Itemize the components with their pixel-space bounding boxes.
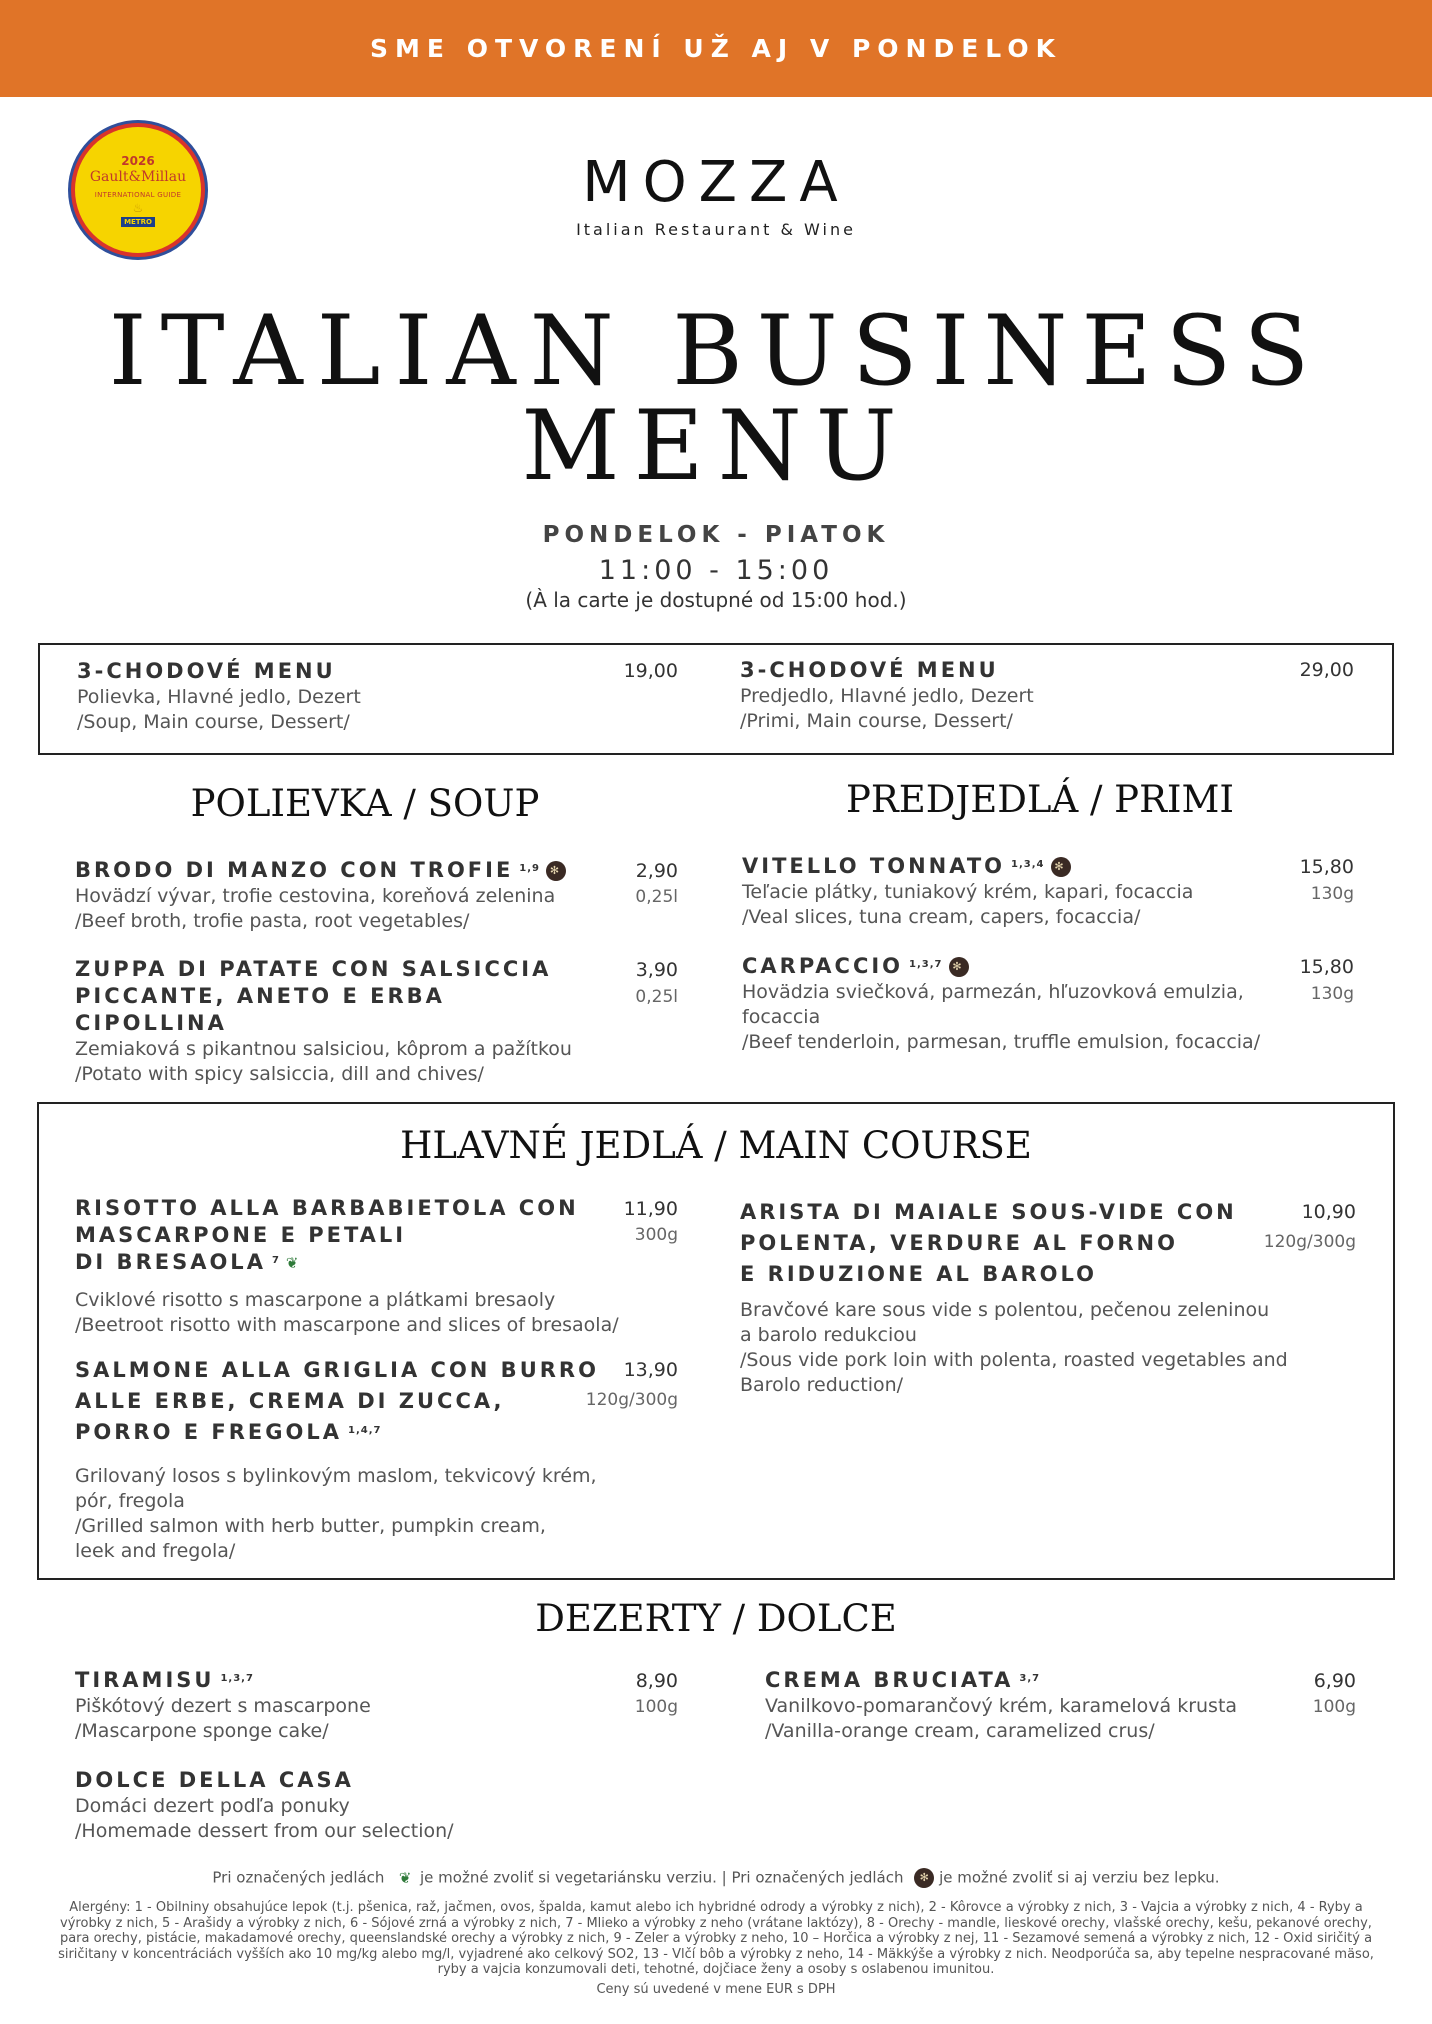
item-price: 3,90 <box>635 959 678 981</box>
item-desc-en-cont: Barolo reduction/ <box>740 1374 904 1396</box>
banner-text: SME OTVORENÍ UŽ AJ V PONDELOK <box>370 34 1062 63</box>
leaf-icon: ❦ <box>398 1869 412 1887</box>
item-name-cont: DI BRESAOLA <box>75 1250 266 1274</box>
allergen-codes: 7 <box>271 1255 280 1266</box>
gluten-free-icon: ✻ <box>546 861 566 881</box>
chef-hat-icon: ♨ <box>132 200 144 215</box>
set-menu-desc-en: /Primi, Main course, Dessert/ <box>740 710 1013 732</box>
item-desc: Hovädzí vývar, trofie cestovina, koreňová zelenina <box>75 885 556 907</box>
item-name: RISOTTO ALLA BARBABIETOLA CON <box>75 1196 579 1220</box>
badge-guide: INTERNATIONAL GUIDE <box>94 190 182 199</box>
item-name-cont: PORRO E FREGOLA <box>75 1420 342 1444</box>
soup-item <box>75 956 595 1087</box>
dessert-item <box>75 1667 595 1744</box>
item-desc: Hovädzia sviečková, parmezán, hľuzovková emulzia, <box>742 981 1244 1003</box>
item-price: 13,90 <box>623 1359 678 1381</box>
item-qty: 0,25l <box>635 887 678 907</box>
item-name-cont: PICCANTE, ANETO E ERBA CIPOLLINA <box>75 984 445 1035</box>
item-desc-en: /Mascarpone sponge cake/ <box>75 1720 329 1742</box>
badge-name: Gault&Millau <box>89 168 187 185</box>
item-qty: 100g <box>1312 1697 1356 1717</box>
diet-legend <box>0 1868 1432 1888</box>
item-desc-en: /Vanilla-orange cream, caramelized crus/ <box>765 1720 1155 1742</box>
section-main-course: HLAVNÉ JEDLÁ / MAIN COURSE <box>400 1124 1032 1167</box>
soup-item <box>75 857 595 934</box>
section-primi: PREDJEDLÁ / PRIMI <box>845 778 1235 821</box>
dessert-item <box>75 1767 635 1844</box>
set-menu-2 <box>740 657 1034 734</box>
item-name-cont: E RIDUZIONE AL BAROLO <box>740 1262 1097 1286</box>
item-name: BRODO DI MANZO CON TROFIE <box>75 858 514 882</box>
item-desc-en: /Veal slices, tuna cream, capers, focaccia/ <box>742 906 1141 928</box>
gluten-free-icon: ✻ <box>1051 857 1071 877</box>
main-item <box>75 1355 635 1564</box>
item-qty: 0,25l <box>635 987 678 1007</box>
item-name-cont: ALLE ERBE, CREMA DI ZUCCA, <box>75 1389 505 1413</box>
primi-item <box>742 953 1302 1055</box>
item-qty: 100g <box>634 1697 678 1717</box>
allergen-codes: 1,3,4 <box>1011 859 1045 870</box>
item-desc: Bravčové kare sous vide s polentou, pečenou zeleninou <box>740 1299 1270 1321</box>
set-menu-desc: Polievka, Hlavné jedlo, Dezert <box>77 686 361 708</box>
item-price: 8,90 <box>635 1670 678 1692</box>
menu-days: PONDELOK - PIATOK <box>542 522 890 548</box>
gluten-free-icon: ✻ <box>949 957 969 977</box>
allergen-codes: 3,7 <box>1019 1673 1041 1684</box>
item-price: 15,80 <box>1299 856 1354 878</box>
item-name-cont: POLENTA, VERDURE AL FORNO <box>740 1231 1178 1255</box>
item-name: SALMONE ALLA GRIGLIA CON BURRO <box>75 1358 599 1382</box>
item-desc-en: /Homemade dessert from our selection/ <box>75 1820 454 1842</box>
item-desc: Teľacie plátky, tuniakový krém, kapari, focaccia <box>742 881 1194 903</box>
item-desc-en: /Beetroot risotto with mascarpone and slices of bresaola/ <box>75 1314 619 1336</box>
set-menu-title: 3-CHODOVÉ MENU <box>740 658 999 682</box>
item-desc-cont: pór, fregola <box>75 1490 185 1512</box>
item-price: 15,80 <box>1299 956 1354 978</box>
item-desc-en-cont: leek and fregola/ <box>75 1540 236 1562</box>
leaf-icon: ❦ <box>285 1254 302 1272</box>
set-menu-price: 29,00 <box>1299 659 1354 681</box>
item-desc: Domáci dezert podľa ponuky <box>75 1795 350 1817</box>
item-desc: Cviklové risotto s mascarpone a plátkami bresaoly <box>75 1289 556 1311</box>
item-desc-cont: a barolo redukciou <box>740 1324 917 1346</box>
section-dessert: DEZERTY / DOLCE <box>535 1597 897 1640</box>
item-name: CARPACCIO <box>742 954 904 978</box>
gluten-free-icon: ✻ <box>914 1868 934 1888</box>
top-banner <box>0 0 1432 97</box>
item-qty: 120g/300g <box>585 1390 678 1410</box>
section-soup: POLIEVKA / SOUP <box>190 782 540 825</box>
set-menu-title: 3-CHODOVÉ MENU <box>77 659 336 683</box>
item-price: 10,90 <box>1301 1201 1356 1223</box>
item-qty: 130g <box>1310 884 1354 904</box>
currency-note: Ceny sú uvedené v mene EUR s DPH <box>596 1982 836 1997</box>
set-menu-price: 19,00 <box>623 660 678 682</box>
item-name: CREMA BRUCIATA <box>765 1668 1014 1692</box>
item-name: DOLCE DELLA CASA <box>75 1768 354 1792</box>
a-la-carte-note: (À la carte je dostupné od 15:00 hod.) <box>525 588 907 612</box>
item-desc-en: /Sous vide pork loin with polenta, roasted vegetables and <box>740 1349 1288 1371</box>
item-qty: 300g <box>634 1225 678 1245</box>
item-desc-en: /Potato with spicy salsiccia, dill and chives/ <box>75 1063 484 1085</box>
set-menu-1 <box>77 658 361 735</box>
item-name: ARISTA DI MAIALE SOUS-VIDE CON <box>740 1200 1237 1224</box>
badge-year: 2026 <box>121 153 155 168</box>
legend-veg-prefix: Pri označených jedlách <box>212 1868 385 1887</box>
allergen-codes: 1,9 <box>519 863 541 874</box>
item-name: TIRAMISU <box>75 1668 215 1692</box>
allergen-codes: 1,4,7 <box>348 1425 382 1436</box>
item-desc: Grilovaný losos s bylinkovým maslom, tekvicový krém, <box>75 1465 597 1487</box>
item-name-cont: MASCARPONE E PETALI <box>75 1223 407 1247</box>
item-desc: Vanilkovo-pomarančový krém, karamelová krusta <box>765 1695 1238 1717</box>
item-name: ZUPPA DI PATATE CON SALSICCIA <box>75 957 552 981</box>
primi-item <box>742 853 1302 930</box>
set-menu-desc: Predjedlo, Hlavné jedlo, Dezert <box>740 685 1034 707</box>
restaurant-subtitle: Italian Restaurant & Wine <box>576 220 856 239</box>
legend-gf-text: je možné zvoliť si aj verziu bez lepku. <box>939 1868 1220 1887</box>
item-desc: Zemiaková s pikantnou salsiciou, kôprom a pažítkou <box>75 1038 572 1060</box>
item-price: 2,90 <box>635 860 678 882</box>
allergen-codes: 1,3,7 <box>909 959 943 970</box>
menu-title-line2: MENU <box>521 390 911 502</box>
menu-title-line1: ITALIAN BUSINESS <box>108 295 1324 407</box>
item-desc-en: /Beef tenderloin, parmesan, truffle emulsion, focaccia/ <box>742 1031 1261 1053</box>
item-desc-en: /Grilled salmon with herb butter, pumpkin cream, <box>75 1515 546 1537</box>
badge-sponsor: METRO <box>121 217 155 227</box>
item-desc-en: /Beef broth, trofie pasta, root vegetables/ <box>75 910 470 932</box>
allergen-codes: 1,3,7 <box>220 1673 254 1684</box>
item-price: 11,90 <box>623 1198 678 1220</box>
main-item <box>75 1195 635 1338</box>
item-price: 6,90 <box>1313 1670 1356 1692</box>
restaurant-name: MOZZA <box>582 150 850 215</box>
item-desc-cont: focaccia <box>742 1006 821 1028</box>
legend-veg-text: je možné zvoliť si vegetariánsku verziu. | Pri označených jedlách <box>420 1868 904 1887</box>
menu-hours: 11:00 - 15:00 <box>598 555 834 586</box>
item-name: VITELLO TONNATO <box>742 854 1006 878</box>
main-item <box>740 1197 1300 1398</box>
item-qty: 120g/300g <box>1263 1232 1356 1252</box>
item-qty: 130g <box>1310 984 1354 1004</box>
item-desc: Piškótový dezert s mascarpone <box>75 1695 371 1717</box>
set-menu-desc-en: /Soup, Main course, Dessert/ <box>77 711 350 733</box>
allergens-note: Alergény: 1 - Obilniny obsahujúce lepok (t.j. pšenica, raž, jačmen, ovos, špalda, kamut alebo ich hybridné odrody a výrobky z nich), 2 - Kôrovce a výrobky z nich, 3 - Vajcia a výrobky z nich, 4 - Ryby a výrobky z nich, 5 - Arašidy a výrobky z nich, 6 - Sójové zrná a výrobky z nich, 7 - Mlieko a výrobky z neho (vrátane laktózy), 8 - Orechy - mandle, lieskové orechy, vlašské orechy, kešu, pekanové orechy, para orechy, pistácie, makadamové orechy, queenslandské orechy a výrobky z nich, 9 - Zeler a výrobky z neho, 10 – Horčica a výrobky z nej, 11 - Sezamové semená a výrobky z nich, 12 - Oxid siričitý a siričitany v koncentráciách vyšších ako 10 mg/kg alebo mg/l, vyjadrené ako celkový SO2, 13 - Vlčí bôb a výrobky z neho, 14 - Mäkkýše a výrobky z nich. Neodporúča sa, aby tepelne nespracované mäso, ryby a vajcia konzumovali deti, tehotné, dojčiace ženy a osoby s oslabenou imunitou. <box>58 1900 1374 1978</box>
